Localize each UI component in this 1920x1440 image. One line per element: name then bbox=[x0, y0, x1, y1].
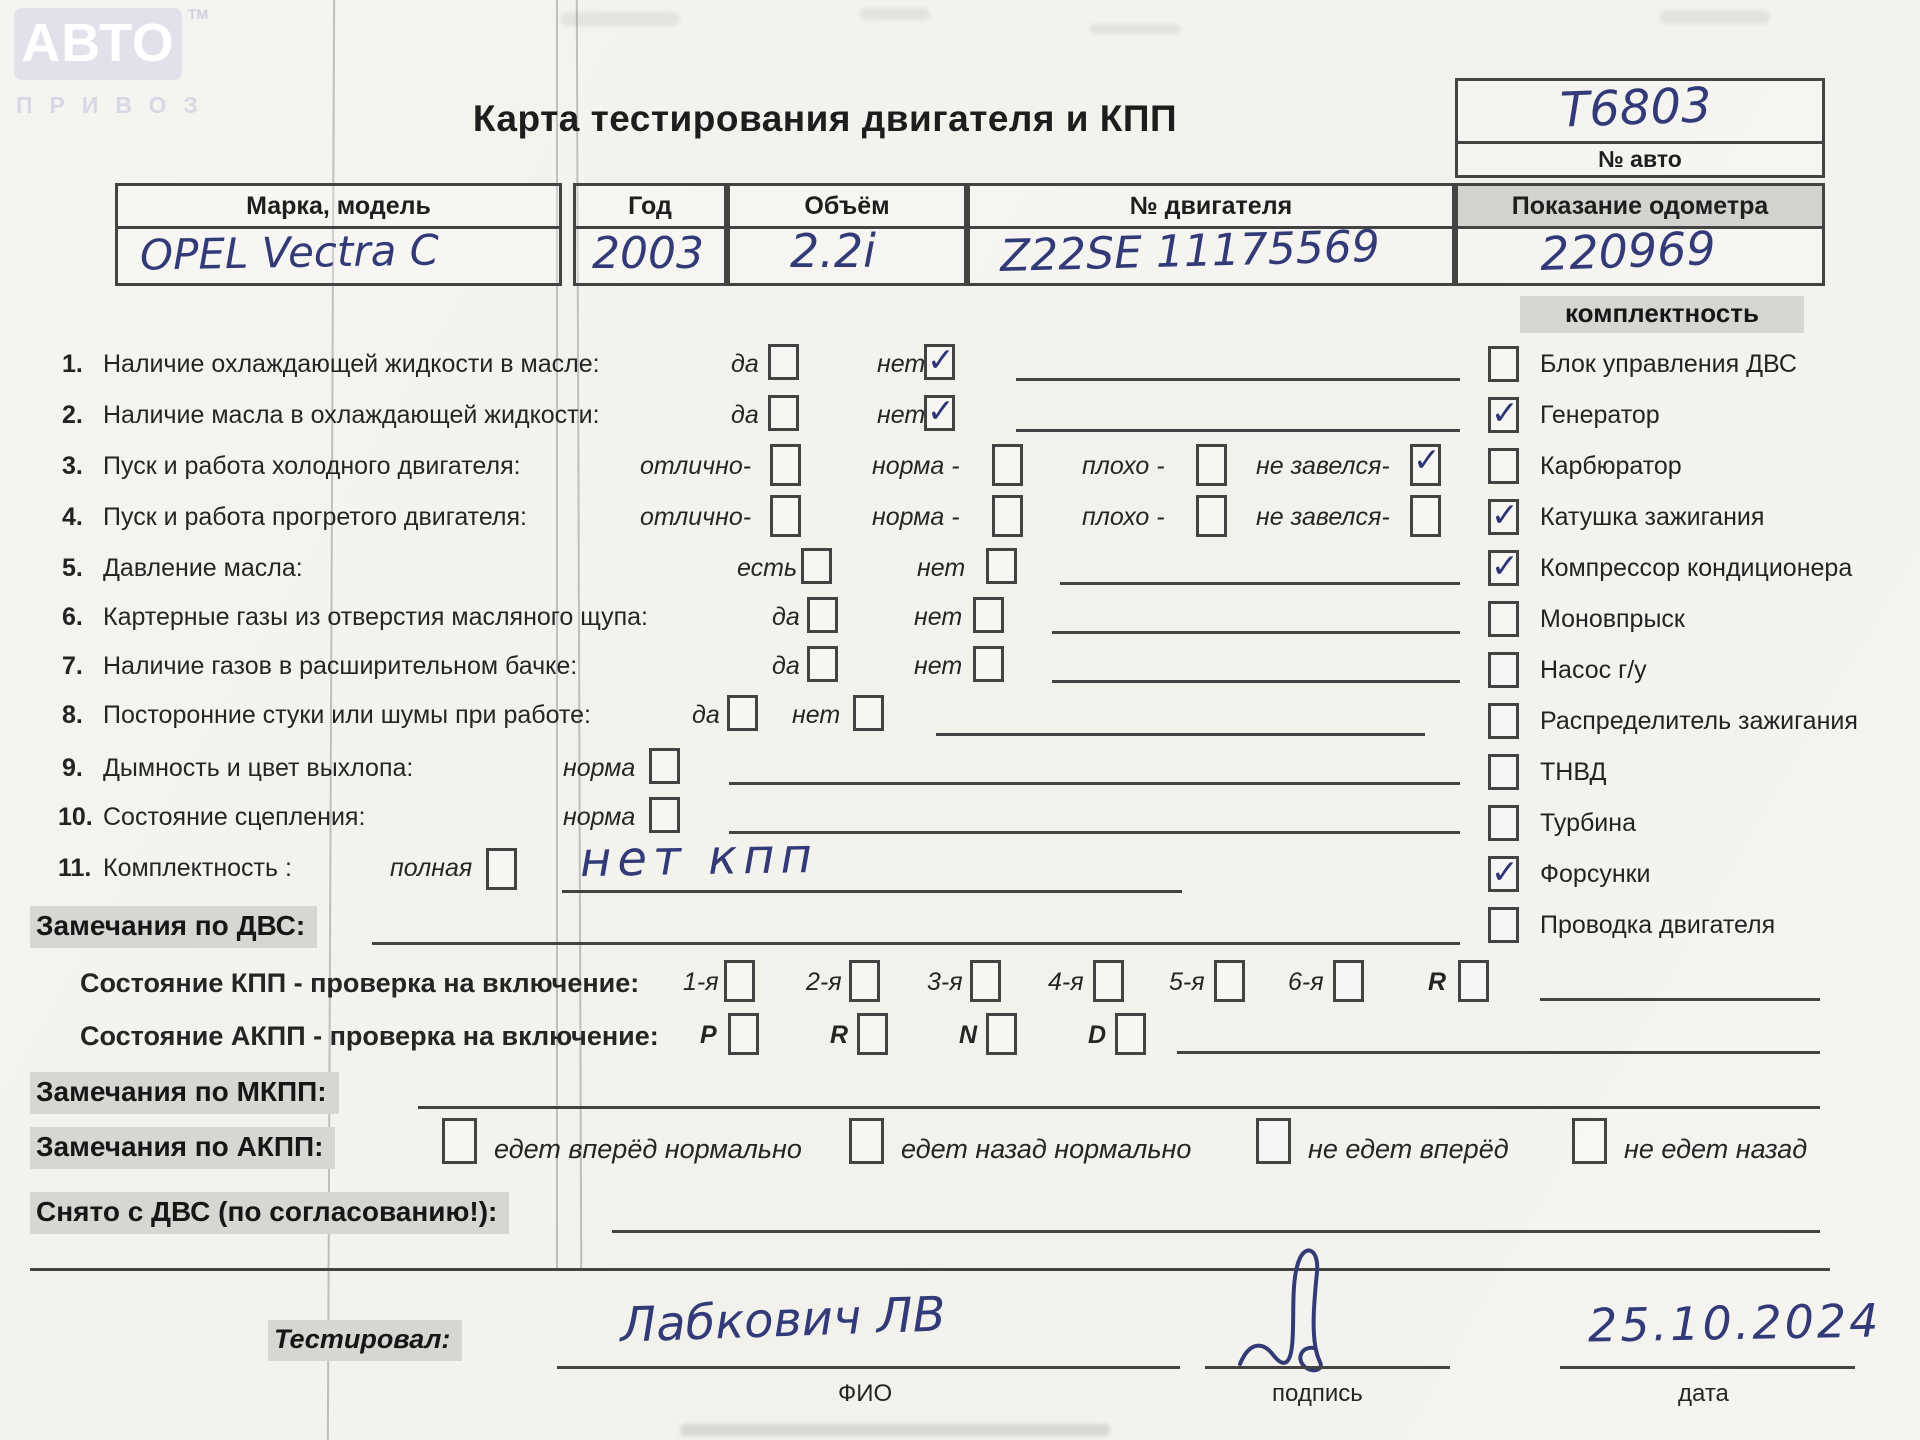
item-11-handwritten-value: нет кпп bbox=[579, 827, 819, 889]
kpp-gear-1-label: 1-я bbox=[683, 968, 719, 996]
item-8-label: Посторонние стуки или шумы при работе: bbox=[103, 701, 591, 729]
signature-line[interactable] bbox=[1205, 1366, 1450, 1369]
completeness-label-tnvd: ТНВД bbox=[1540, 758, 1607, 786]
header-odometer-text: Показание одометра bbox=[1511, 191, 1769, 220]
item-1-label: Наличие охлаждающей жидкости в масле: bbox=[103, 350, 600, 378]
header-year-text: Год bbox=[628, 191, 672, 220]
auto-number-label: № авто bbox=[1598, 146, 1682, 172]
item-10-option-norm-checkbox[interactable] bbox=[649, 797, 680, 833]
header-engine-number-text: № двигателя bbox=[1129, 191, 1293, 220]
akpp-option-no-back-checkbox[interactable] bbox=[1572, 1118, 1607, 1164]
date-handwritten: 25.10.2024 bbox=[1587, 1293, 1882, 1353]
auto-number-label-cell bbox=[1455, 141, 1825, 178]
completeness-checkbox-tnvd[interactable] bbox=[1488, 754, 1519, 790]
completeness-checkbox-injectors[interactable]: ✓ bbox=[1488, 856, 1519, 892]
akpp-option-forward-ok-checkbox[interactable] bbox=[442, 1118, 477, 1164]
akpp-state-label: Состояние АКПП - проверка на включение: bbox=[80, 1021, 659, 1051]
kpp-gear-4-checkbox[interactable] bbox=[1093, 960, 1124, 1002]
scan-smudge bbox=[860, 8, 930, 20]
value-make-model: OPEL Vectra C bbox=[139, 225, 440, 280]
item-8-number: 8. bbox=[62, 701, 83, 729]
akpp-gear-p-checkbox[interactable] bbox=[728, 1013, 759, 1055]
item-6-option-net-label: нет bbox=[914, 603, 963, 631]
item-3-option-excellent-label: отлично- bbox=[640, 452, 752, 480]
kpp-gear-1-checkbox[interactable] bbox=[724, 960, 755, 1002]
item-4-label: Пуск и работа прогретого двигателя: bbox=[103, 503, 527, 531]
item-11-option-full-label: полная bbox=[390, 854, 473, 882]
kpp-writein-line[interactable] bbox=[1540, 998, 1820, 1001]
item-10-number: 10. bbox=[58, 803, 93, 831]
completeness-label-distributor: Распределитель зажигания bbox=[1540, 707, 1858, 735]
scan-smudge bbox=[1660, 10, 1770, 24]
item-2-label: Наличие масла в охлаждающей жидкости: bbox=[103, 401, 600, 429]
mkpp-remarks-line[interactable] bbox=[418, 1106, 1820, 1109]
completeness-label-generator: Генератор bbox=[1540, 401, 1660, 429]
item-2-number: 2. bbox=[62, 401, 83, 429]
completeness-checkbox-ps-pump[interactable] bbox=[1488, 652, 1519, 688]
item-3-option-bad-label: плохо - bbox=[1082, 452, 1165, 480]
item-9-number: 9. bbox=[62, 754, 83, 782]
item-6-option-net-checkbox[interactable] bbox=[973, 597, 1004, 633]
akpp-remarks-label: Замечания по АКПП: bbox=[36, 1131, 324, 1162]
item-1-option-da-checkbox[interactable] bbox=[768, 344, 799, 380]
item-9-option-norm-label: норма bbox=[563, 754, 636, 782]
header-engine-number bbox=[967, 183, 1455, 229]
item-2-option-da-label: да bbox=[731, 401, 759, 429]
signature-scribble bbox=[1232, 1244, 1362, 1379]
mkpp-remarks-bar bbox=[30, 1072, 339, 1114]
item-2-option-net-checkbox[interactable]: ✓ bbox=[924, 395, 955, 431]
akpp-option-forward-ok-label: едет вперёд нормально bbox=[494, 1134, 802, 1164]
kpp-state-label: Состояние КПП - проверка на включение: bbox=[80, 968, 640, 998]
akpp-writein-line[interactable] bbox=[1177, 1051, 1820, 1054]
completeness-checkbox-monoinjection[interactable] bbox=[1488, 601, 1519, 637]
kpp-gear-3-checkbox[interactable] bbox=[970, 960, 1001, 1002]
header-make-model bbox=[115, 183, 562, 229]
item-1-option-net-label: нет bbox=[877, 350, 926, 378]
item-4-option-bad-checkbox[interactable] bbox=[1196, 495, 1227, 537]
item-8-option-net-checkbox[interactable] bbox=[853, 695, 884, 731]
akpp-option-back-ok-checkbox[interactable] bbox=[849, 1118, 884, 1164]
akpp-gear-r-label: R bbox=[830, 1021, 849, 1049]
dvs-remarks-bar bbox=[30, 906, 317, 948]
item-8-writein-line[interactable] bbox=[936, 733, 1425, 736]
item-2-writein-line[interactable] bbox=[1016, 429, 1460, 432]
item-6-label: Картерные газы из отверстия масляного щупа: bbox=[103, 603, 648, 631]
item-1-option-da-label: да bbox=[731, 350, 759, 378]
item-7-writein-line[interactable] bbox=[1052, 680, 1460, 683]
item-1-writein-line[interactable] bbox=[1016, 378, 1460, 381]
item-7-option-da-label: да bbox=[772, 652, 800, 680]
item-7-number: 7. bbox=[62, 652, 83, 680]
item-4-option-nostart-label: не завелся- bbox=[1256, 503, 1390, 531]
kpp-gear-4-label: 4-я bbox=[1048, 968, 1084, 996]
kpp-gear-6-label: 6-я bbox=[1288, 968, 1324, 996]
item-6-number: 6. bbox=[62, 603, 83, 631]
completeness-checkbox-ignition-coil[interactable]: ✓ bbox=[1488, 499, 1519, 535]
item-7-label: Наличие газов в расширительном бачке: bbox=[103, 652, 578, 680]
completeness-checkbox-ecu[interactable] bbox=[1488, 346, 1519, 382]
page-title: Карта тестирования двигателя и КПП bbox=[472, 98, 1178, 139]
value-engine-number: Z22SE 11175569 bbox=[999, 221, 1381, 282]
completeness-label-injectors: Форсунки bbox=[1540, 860, 1651, 888]
item-4-option-excellent-checkbox[interactable] bbox=[770, 495, 801, 537]
value-volume: 2.2i bbox=[790, 224, 876, 278]
completeness-label-ps-pump: Насос г/у bbox=[1540, 656, 1647, 684]
scan-smudge bbox=[1090, 24, 1180, 34]
item-10-option-norm-label: норма bbox=[563, 803, 636, 831]
kpp-gear-3-label: 3-я bbox=[927, 968, 963, 996]
item-1-number: 1. bbox=[62, 350, 83, 378]
mkpp-remarks-label: Замечания по МКПП: bbox=[36, 1076, 327, 1107]
item-4-number: 4. bbox=[62, 503, 83, 531]
date-caption: дата bbox=[1678, 1380, 1729, 1407]
akpp-option-no-back-label: не едет назад bbox=[1624, 1134, 1808, 1164]
tester-name-line[interactable] bbox=[557, 1366, 1180, 1369]
completeness-label-turbine: Турбина bbox=[1540, 809, 1636, 837]
scan-smudge bbox=[680, 1424, 1110, 1436]
kpp-gear-5-label: 5-я bbox=[1169, 968, 1205, 996]
date-line[interactable] bbox=[1560, 1366, 1855, 1369]
item-5-option-net-label: нет bbox=[917, 554, 966, 582]
completeness-checkbox-carburetor[interactable] bbox=[1488, 448, 1519, 484]
akpp-gear-n-checkbox[interactable] bbox=[986, 1013, 1017, 1055]
akpp-gear-n-label: N bbox=[959, 1021, 978, 1049]
completeness-label-ecu: Блок управления ДВС bbox=[1540, 350, 1797, 378]
item-2-option-da-checkbox[interactable] bbox=[768, 395, 799, 431]
tested-by-label: Тестировал: bbox=[274, 1324, 451, 1354]
header-year bbox=[573, 183, 727, 229]
item-3-number: 3. bbox=[62, 452, 83, 480]
item-11-writein-line[interactable] bbox=[562, 890, 1182, 893]
akpp-remarks-bar bbox=[30, 1127, 335, 1169]
item-3-option-norm-label: норма - bbox=[872, 452, 960, 480]
kpp-gear-r-checkbox[interactable] bbox=[1458, 960, 1489, 1002]
auto-number-value: Т6803 bbox=[1559, 77, 1713, 139]
header-volume-text: Объём bbox=[804, 191, 890, 220]
item-6-writein-line[interactable] bbox=[1052, 631, 1460, 634]
akpp-gear-d-label: D bbox=[1088, 1021, 1107, 1049]
completeness-label-ignition-coil: Катушка зажигания bbox=[1540, 503, 1765, 531]
footer-separator-line bbox=[30, 1268, 1830, 1271]
item-5-option-net-checkbox[interactable] bbox=[986, 548, 1017, 584]
item-2-option-net-label: нет bbox=[877, 401, 926, 429]
completeness-label-ac-compressor: Компрессор кондиционера bbox=[1540, 554, 1853, 582]
item-1-option-net-checkbox[interactable]: ✓ bbox=[924, 344, 955, 380]
item-9-label: Дымность и цвет выхлопа: bbox=[103, 754, 414, 782]
tested-by-bar bbox=[268, 1320, 462, 1361]
item-8-option-da-checkbox[interactable] bbox=[727, 695, 758, 731]
item-5-label: Давление масла: bbox=[103, 554, 303, 582]
completeness-checkbox-generator[interactable]: ✓ bbox=[1488, 397, 1519, 433]
completeness-checkbox-turbine[interactable] bbox=[1488, 805, 1519, 841]
item-4-option-excellent-label: отлично- bbox=[640, 503, 752, 531]
header-make-model-text: Марка, модель bbox=[246, 191, 431, 220]
completeness-checkbox-ac-compressor[interactable]: ✓ bbox=[1488, 550, 1519, 586]
dvs-remarks-label: Замечания по ДВС: bbox=[36, 910, 306, 941]
akpp-option-no-forward-label: не едет вперёд bbox=[1308, 1134, 1509, 1164]
header-odometer bbox=[1455, 183, 1825, 229]
fio-caption: ФИО bbox=[838, 1380, 893, 1407]
item-3-option-excellent-checkbox[interactable] bbox=[770, 444, 801, 486]
logo-subtitle: ПРИВОЗ bbox=[16, 92, 215, 118]
akpp-gear-r-checkbox[interactable] bbox=[857, 1013, 888, 1055]
logo-text: АВТО bbox=[21, 13, 175, 73]
completeness-checkbox-distributor[interactable] bbox=[1488, 703, 1519, 739]
item-11-option-full-checkbox[interactable] bbox=[486, 848, 517, 890]
item-10-writein-line[interactable] bbox=[729, 831, 1460, 834]
item-6-option-da-label: да bbox=[772, 603, 800, 631]
item-11-number: 11. bbox=[58, 854, 92, 882]
item-3-option-bad-checkbox[interactable] bbox=[1196, 444, 1227, 486]
completeness-label-carburetor: Карбюратор bbox=[1540, 452, 1682, 480]
item-5-writein-line[interactable] bbox=[1060, 582, 1460, 585]
item-11-label: Комплектность : bbox=[103, 854, 292, 882]
item-9-option-norm-checkbox[interactable] bbox=[649, 748, 680, 784]
kpp-gear-r-label: R bbox=[1428, 968, 1447, 996]
item-5-option-est-checkbox[interactable] bbox=[801, 548, 832, 584]
akpp-gear-d-checkbox[interactable] bbox=[1115, 1013, 1146, 1055]
dvs-remarks-line[interactable] bbox=[372, 942, 1460, 945]
completeness-checkbox-wiring[interactable] bbox=[1488, 907, 1519, 943]
item-4-option-nostart-checkbox[interactable] bbox=[1410, 495, 1441, 537]
item-4-option-norm-label: норма - bbox=[872, 503, 960, 531]
item-10-label: Состояние сцепления: bbox=[103, 803, 366, 831]
item-8-option-net-label: нет bbox=[792, 701, 841, 729]
item-7-option-da-checkbox[interactable] bbox=[807, 646, 838, 682]
completeness-label-monoinjection: Моновпрыск bbox=[1540, 605, 1685, 633]
item-3-label: Пуск и работа холодного двигателя: bbox=[103, 452, 521, 480]
item-5-option-est-label: есть bbox=[737, 554, 798, 582]
item-3-option-nostart-label: не завелся- bbox=[1256, 452, 1390, 480]
header-volume bbox=[727, 183, 967, 229]
akpp-option-back-ok-label: едет назад нормально bbox=[901, 1134, 1192, 1164]
item-6-option-da-checkbox[interactable] bbox=[807, 597, 838, 633]
removed-bar bbox=[30, 1192, 509, 1234]
value-year: 2003 bbox=[592, 228, 704, 279]
item-7-option-net-label: нет bbox=[914, 652, 963, 680]
kpp-gear-2-label: 2-я bbox=[806, 968, 842, 996]
item-7-option-net-checkbox[interactable] bbox=[973, 646, 1004, 682]
value-odometer: 220969 bbox=[1539, 220, 1717, 282]
completeness-header-bar bbox=[1520, 296, 1804, 333]
kpp-gear-2-checkbox[interactable] bbox=[849, 960, 880, 1002]
item-5-number: 5. bbox=[62, 554, 83, 582]
item-4-option-norm-checkbox[interactable] bbox=[992, 495, 1023, 537]
akpp-gear-p-label: P bbox=[700, 1021, 717, 1049]
removed-writein-line[interactable] bbox=[612, 1230, 1820, 1233]
akpp-option-no-forward-checkbox[interactable] bbox=[1256, 1118, 1291, 1164]
item-3-option-norm-checkbox[interactable] bbox=[992, 444, 1023, 486]
scan-smudge bbox=[560, 12, 680, 26]
logo-tm-mark: ТМ bbox=[188, 6, 209, 22]
kpp-gear-5-checkbox[interactable] bbox=[1214, 960, 1245, 1002]
removed-label: Снято с ДВС (по согласованию!): bbox=[36, 1196, 498, 1227]
item-3-option-nostart-checkbox[interactable]: ✓ bbox=[1410, 444, 1441, 486]
item-9-writein-line[interactable] bbox=[729, 782, 1460, 785]
kpp-gear-6-checkbox[interactable] bbox=[1333, 960, 1364, 1002]
avtoprivoz-logo bbox=[14, 8, 182, 80]
signature-caption: подпись bbox=[1272, 1380, 1363, 1407]
completeness-label-wiring: Проводка двигателя bbox=[1540, 911, 1776, 939]
tester-name-handwritten: Лабкович ЛВ bbox=[619, 1286, 947, 1354]
item-4-option-bad-label: плохо - bbox=[1082, 503, 1165, 531]
completeness-header-text: комплектность bbox=[1565, 298, 1759, 328]
item-8-option-da-label: да bbox=[692, 701, 720, 729]
